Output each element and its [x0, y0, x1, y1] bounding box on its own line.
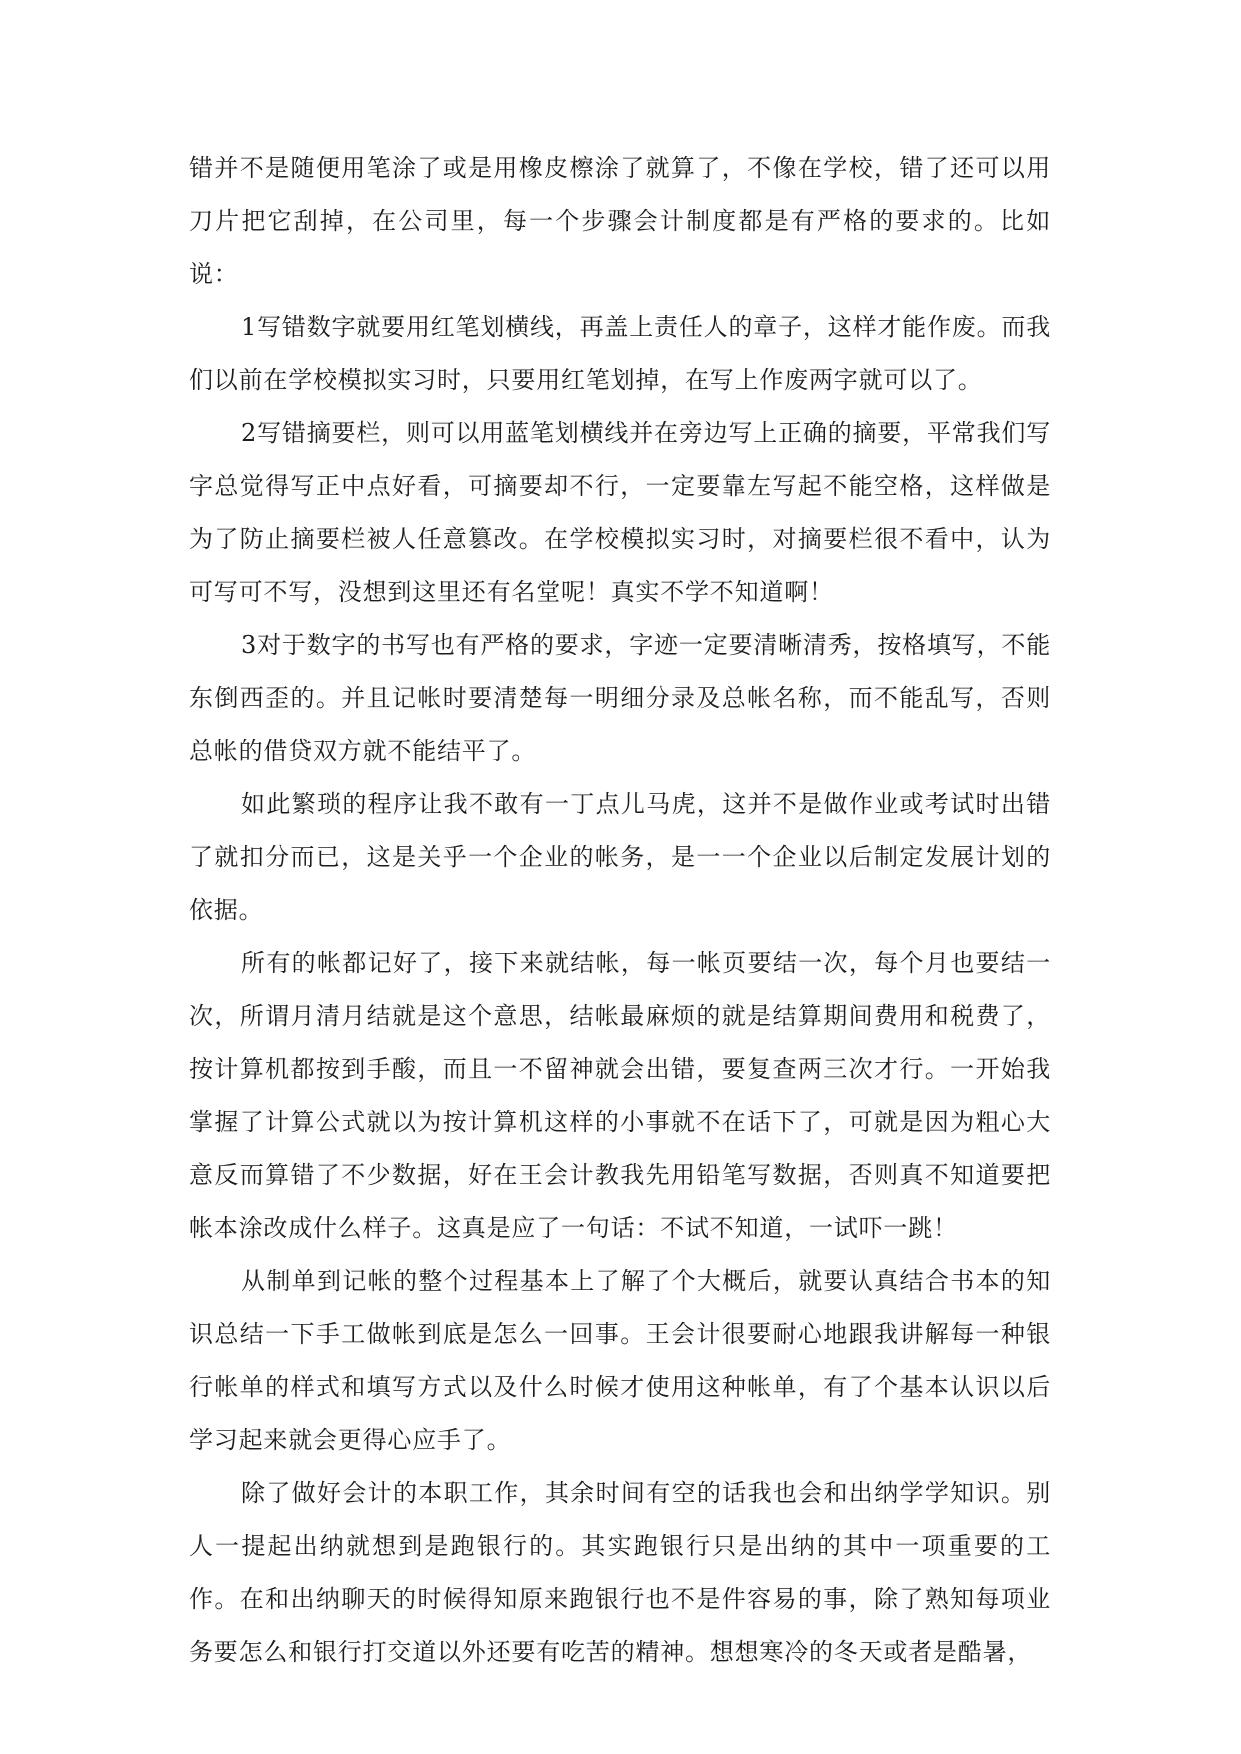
paragraph-5: 如此繁琐的程序让我不敢有一丁点儿马虎，这并不是做作业或考试时出错了就扣分而已，这是关乎一个企业的帐务，是一一个企业以后制定发展计划的依据。 [189, 790, 1051, 924]
paragraph-7: 从制单到记帐的整个过程基本上了解了个大概后，就要认真结合书本的知识总结一下手工做帐到底是怎么一回事。王会计很要耐心地跟我讲解每一种银行帐单的样式和填写方式以及什么时候才使用这种帐单，有了个基本认识以后学习起来就会更得心应手了。 [189, 1267, 1051, 1454]
paragraph-2: 1写错数字就要用红笔划横线，再盖上责任人的章子，这样才能作废。而我们以前在学校模拟实习时，只要用红笔划掉，在写上作废两字就可以了。 [189, 313, 1051, 394]
paragraph-4: 3对于数字的书写也有严格的要求，字迹一定要清晰清秀，按格填写，不能东倒西歪的。并且记帐时要清楚每一明细分录及总帐名称，而不能乱写，否则总帐的借贷双方就不能结平了。 [189, 631, 1051, 765]
paragraph-8: 除了做好会计的本职工作，其余时间有空的话我也会和出纳学学知识。别人一提起出纳就想到是跑银行的。其实跑银行只是出纳的其中一项重要的工作。在和出纳聊天的时候得知原来跑银行也不是件容易的事，除了熟知每项业务要怎么和银行打交道以外还要有吃苦的精神。想想寒冷的冬天或者是酷暑， [189, 1479, 1051, 1666]
paragraph-1: 错并不是随便用笔涂了或是用橡皮檫涂了就算了，不像在学校，错了还可以用刀片把它刮掉，在公司里，每一个步骤会计制度都是有严格的要求的。比如说： [189, 154, 1051, 288]
paragraph-3: 2写错摘要栏，则可以用蓝笔划横线并在旁边写上正确的摘要，平常我们写字总觉得写正中点好看，可摘要却不行，一定要靠左写起不能空格，这样做是为了防止摘要栏被人任意篡改。在学校模拟实习时，对摘要栏很不看中，认为可写可不写，没想到这里还有名堂呢！真实不学不知道啊！ [189, 419, 1051, 606]
paragraph-6: 所有的帐都记好了，接下来就结帐，每一帐页要结一次，每个月也要结一次，所谓月清月结就是这个意思，结帐最麻烦的就是结算期间费用和税费了，按计算机都按到手酸，而且一不留神就会出错，要复查两三次才行。一开始我掌握了计算公式就以为按计算机这样的小事就不在话下了，可就是因为粗心大意反而算错了不少数据，好在王会计教我先用铅笔写数据，否则真不知道要把帐本涂改成什么样子。这真是应了一句话：不试不知道，一试吓一跳！ [189, 949, 1051, 1242]
document-body [189, 142, 1051, 1679]
